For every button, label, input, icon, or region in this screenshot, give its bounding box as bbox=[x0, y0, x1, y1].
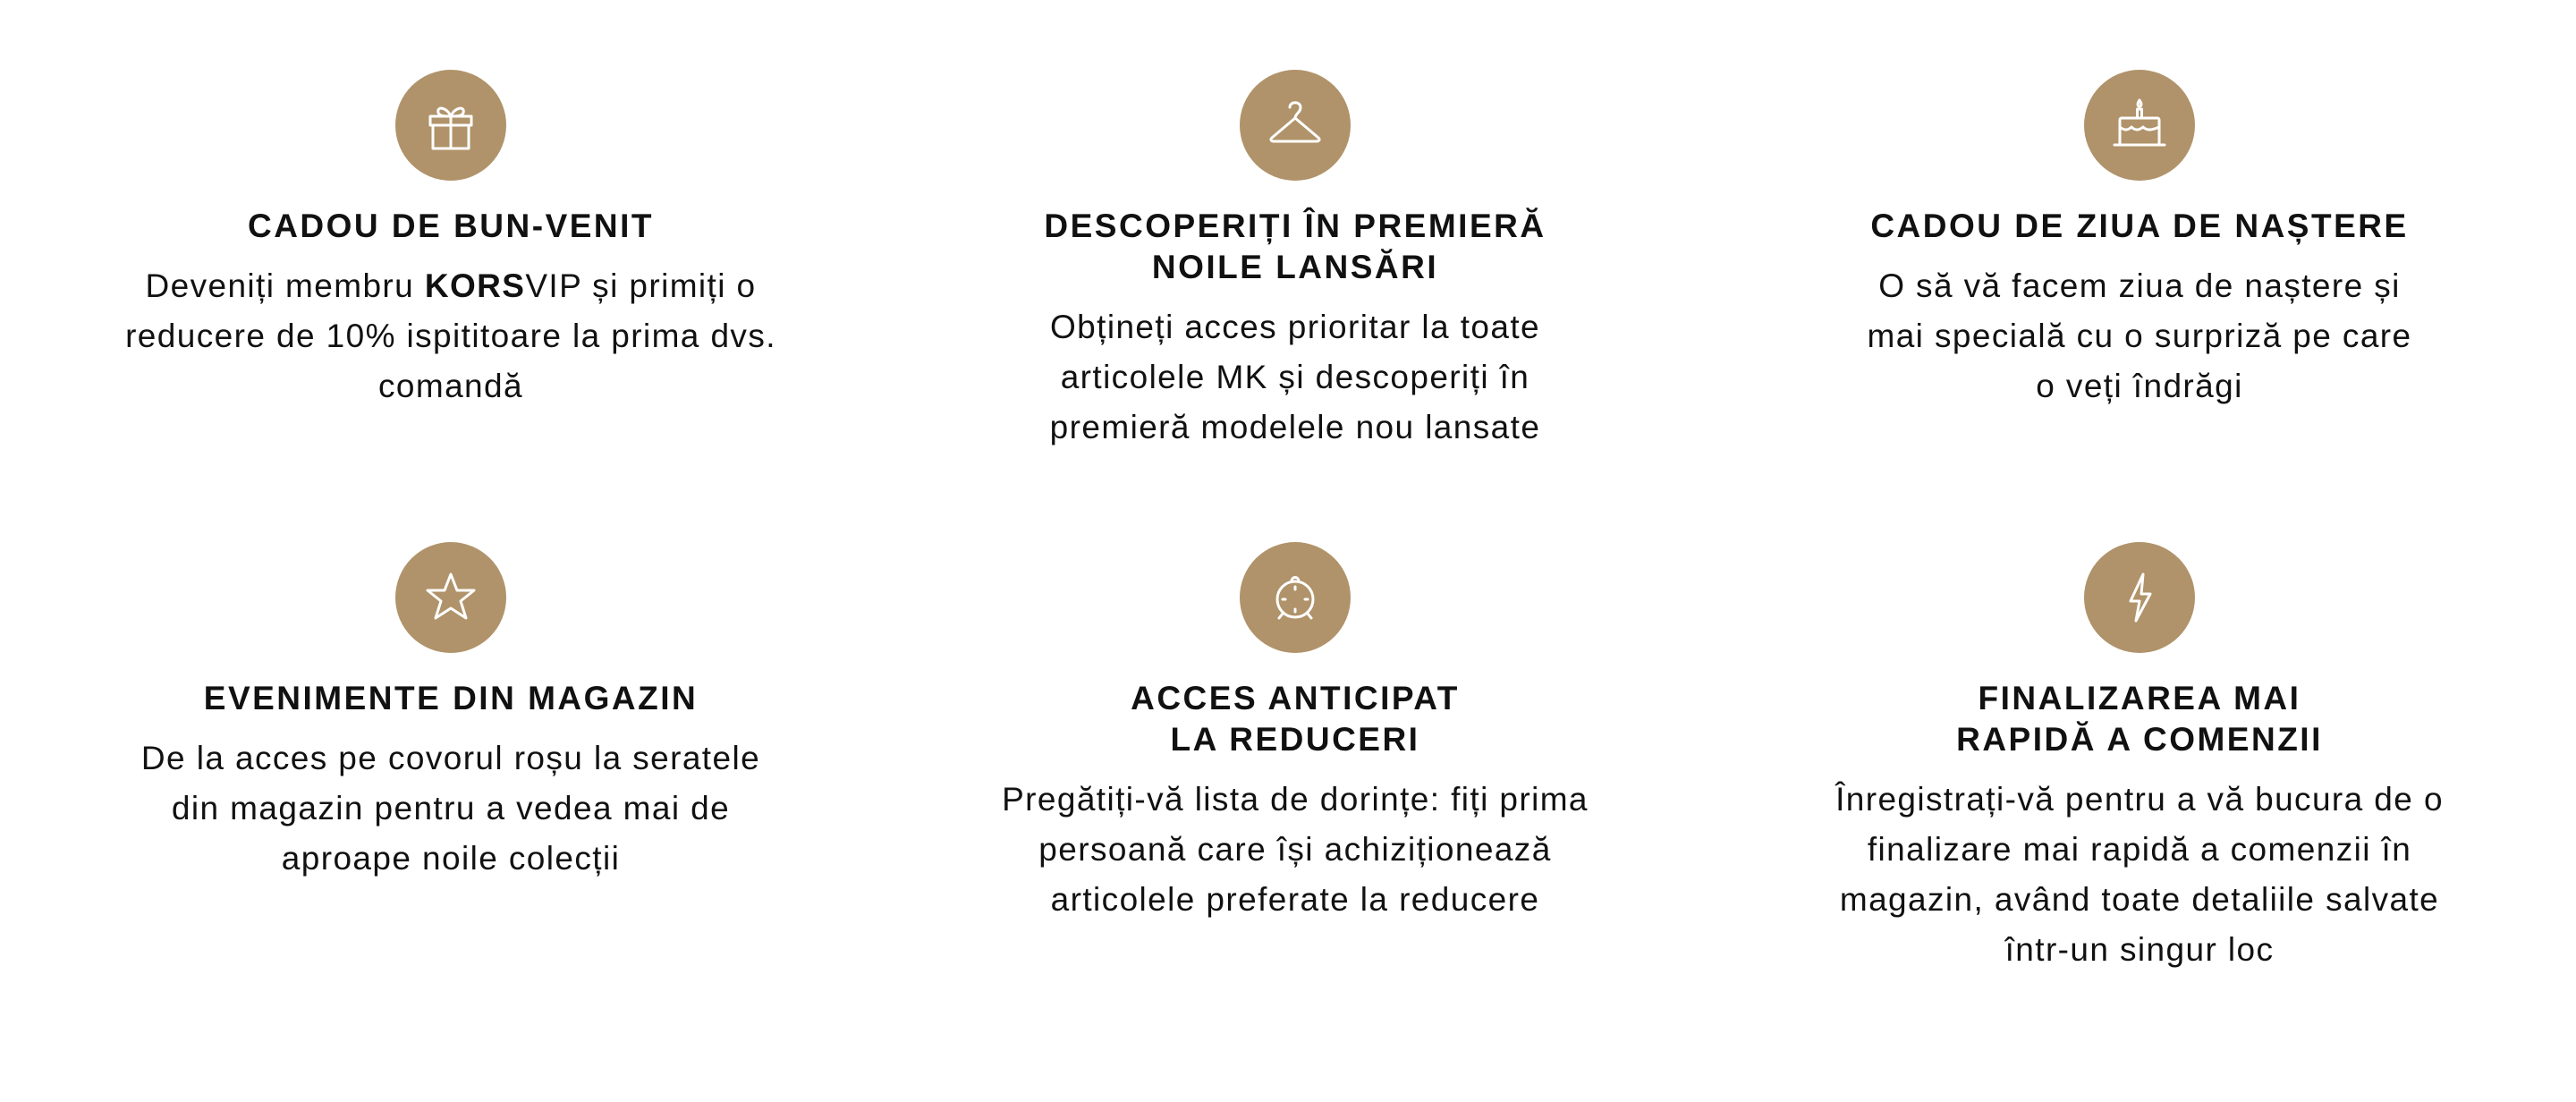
alarm-clock-icon bbox=[1240, 542, 1351, 653]
benefit-title: CADOU DE ZIUA DE NAȘTERE bbox=[1870, 208, 2409, 244]
benefit-title: EVENIMENTE DIN MAGAZIN bbox=[203, 680, 699, 716]
star-icon bbox=[395, 542, 506, 653]
benefit-description: De la acces pe covorul roșu la seratele din magazin pentru a vedea mai de aproape noile colecții bbox=[140, 740, 761, 877]
benefit-title: DESCOPERIȚI ÎN PREMIERĂ NOILE LANSĂRI bbox=[1044, 208, 1546, 285]
lightning-bolt-icon bbox=[2084, 542, 2195, 653]
benefit-welcome-gift bbox=[120, 70, 782, 411]
brand-name-bold: KORS bbox=[424, 267, 526, 304]
benefit-new-launches bbox=[964, 70, 1626, 453]
benefit-description: Obțineți acces prioritar la toate articolele MK și descoperiți în premieră modelele nou lansate bbox=[1049, 309, 1541, 445]
gift-icon bbox=[395, 70, 506, 181]
benefit-early-sale-access bbox=[964, 542, 1626, 925]
benefit-birthday-gift bbox=[1809, 70, 2470, 411]
benefit-faster-checkout bbox=[1809, 542, 2470, 975]
benefit-description: Pregătiți-vă lista de dorințe: fiți prima persoană care își achiziționează articolele preferate la reducere bbox=[1002, 781, 1589, 918]
benefit-title: CADOU DE BUN-VENIT bbox=[247, 208, 655, 244]
benefit-title: FINALIZAREA MAI RAPIDĂ A COMENZII bbox=[1956, 680, 2323, 758]
benefit-description: O să vă facem ziua de naștere și mai specială cu o surpriză pe care o veți îndrăgi bbox=[1867, 267, 2412, 404]
birthday-cake-icon bbox=[2084, 70, 2195, 181]
benefit-store-events bbox=[120, 542, 782, 884]
benefit-title: ACCES ANTICIPAT LA REDUCERI bbox=[1131, 680, 1460, 758]
benefit-description: Deveniți membru KORSVIP și primiți o reducere de 10% ispititoare la prima dvs. comandă bbox=[125, 267, 776, 404]
benefit-description: Înregistrați-vă pentru a vă bucura de o finalizare mai rapidă a comenzii în magazin, având toate detaliile salvate într-un singur loc bbox=[1835, 781, 2444, 968]
hanger-icon bbox=[1240, 70, 1351, 181]
